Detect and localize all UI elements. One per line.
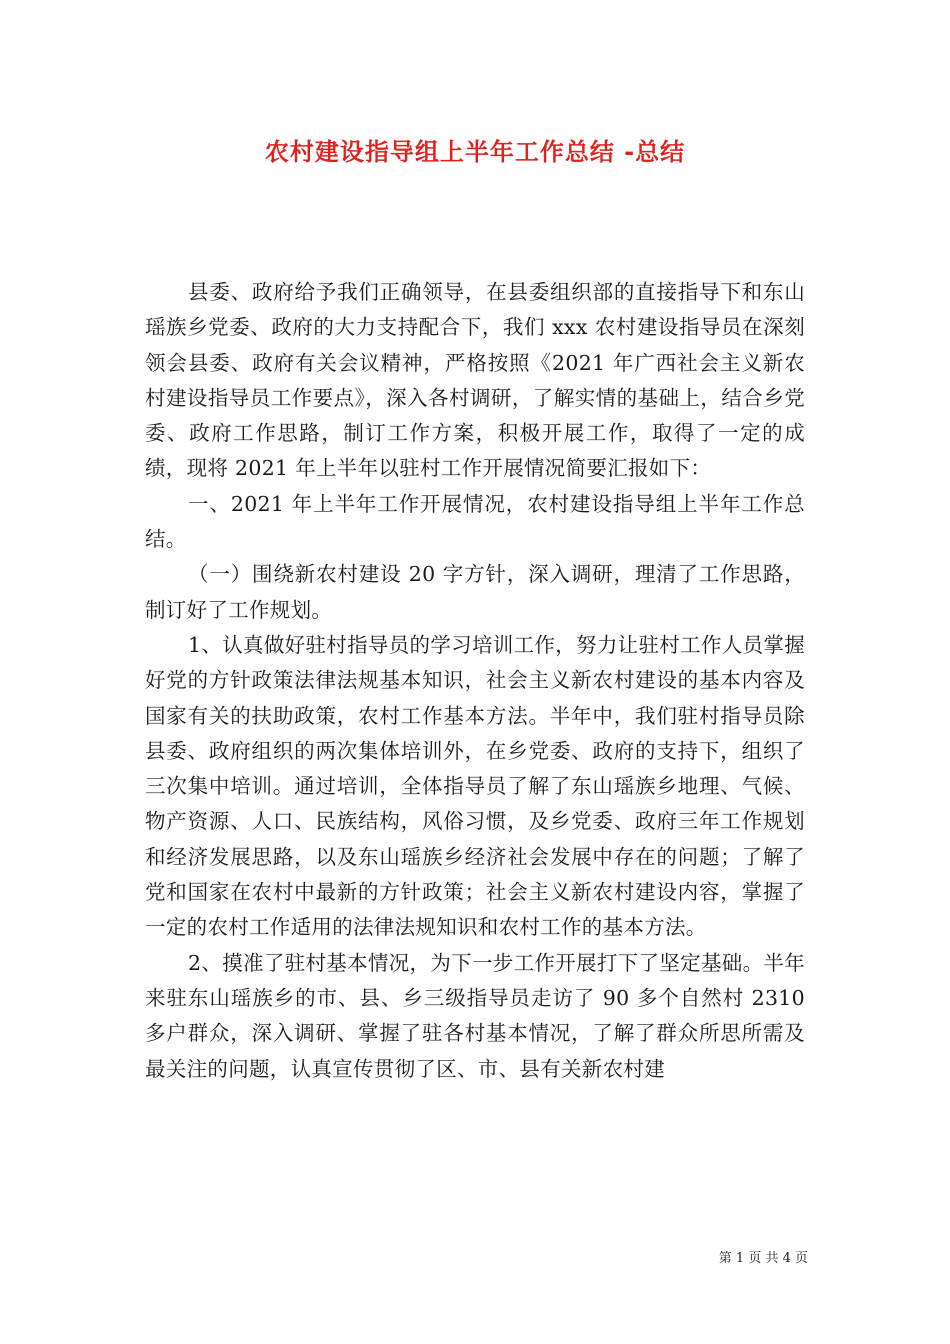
paragraph-section-heading: 一、2021 年上半年工作开展情况，农村建设指导组上半年工作总结。 xyxy=(145,491,805,552)
document-title: 农村建设指导组上半年工作总结 -总结 xyxy=(264,138,686,166)
paragraph-item-2: 2、摸准了驻村基本情况，为下一步工作开展打下了坚定基础。半年来驻东山瑶族乡的市、县、乡三级指导员走访了 90 多个自然村 2310 多户群众，深入调研、掌握了驻各村基本情况，了解了群众所思所需及最关注的问题，认真宣传贯彻了区、市、县有关新农村建 xyxy=(145,950,805,1081)
document-body xyxy=(145,275,805,1087)
paragraph-item-1: 1、认真做好驻村指导员的学习培训工作，努力让驻村工作人员掌握好党的方针政策法律法规基本知识，社会主义新农村建设的基本内容及国家有关的扶助政策，农村工作基本方法。半年中，我们驻村指导员除县委、政府组织的两次集体培训外，在乡党委、政府的支持下，组织了三次集中培训。通过培训，全体指导员了解了东山瑶族乡地理、气候、物产资源、人口、民族结构，风俗习惯，及乡党委、政府三年工作规划和经济发展思路，以及东山瑶族乡经济社会发展中存在的问题；了解了党和国家在农村中最新的方针政策；社会主义新农村建设内容，掌握了一定的农村工作适用的法律法规知识和农村工作的基本方法。 xyxy=(145,632,805,940)
page-number-footer: 第 1 页 共 4 页 xyxy=(718,1251,808,1266)
paragraph-intro: 县委、政府给予我们正确领导，在县委组织部的直接指导下和东山瑶族乡党委、政府的大力支持配合下，我们 xxx 农村建设指导员在深刻领会县委、政府有关会议精神，严格按照《2021 年广西社会主义新农村建设指导员工作要点》，深入各村调研，了解实情的基础上，结合乡党委、政府工作思路，制订工作方案，积极开展工作，取得了一定的成绩，现将 2021 年上半年以驻村工作开展情况简要汇报如下： xyxy=(145,280,805,481)
paragraph-subsection-heading: （一）围绕新农村建设 20 字方针，深入调研，理清了工作思路，制订好了工作规划。 xyxy=(145,562,805,622)
